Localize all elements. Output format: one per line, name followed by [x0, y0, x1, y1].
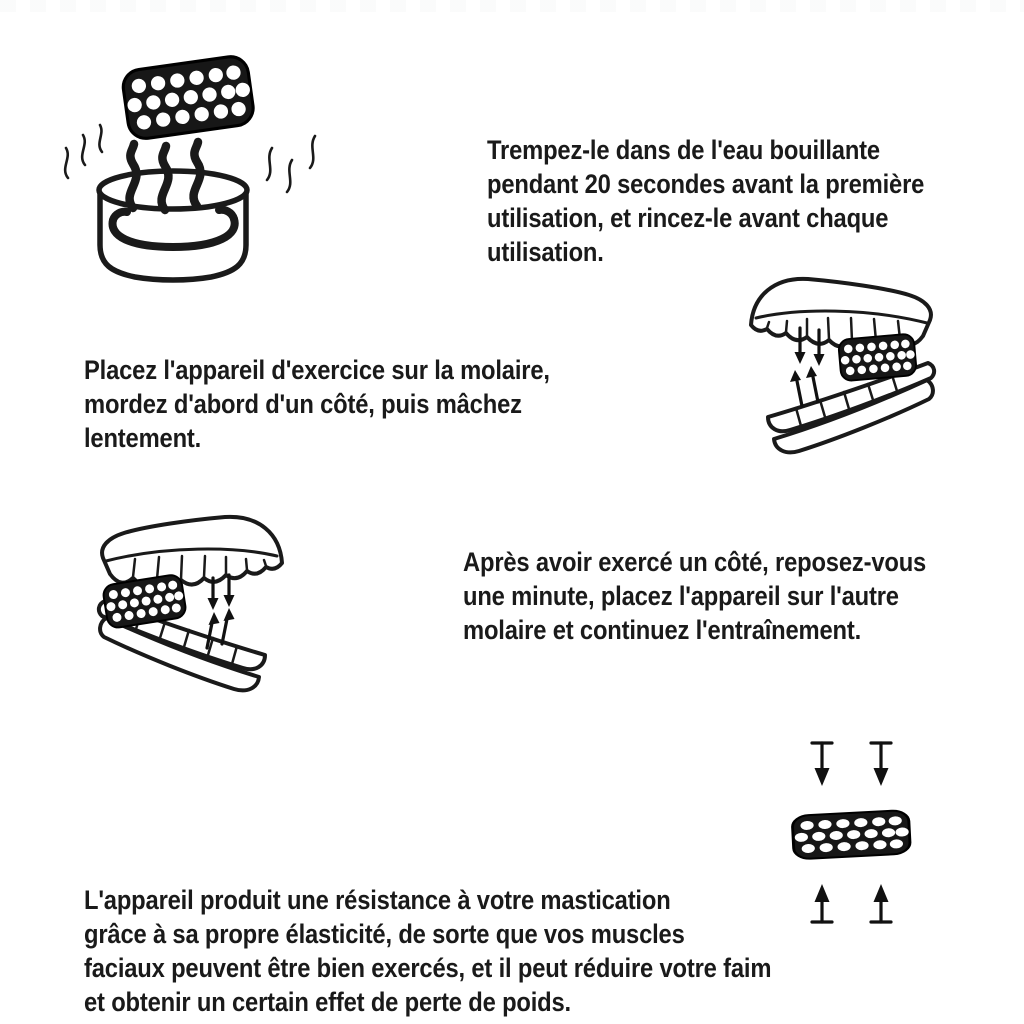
up-arrow-icon	[790, 366, 818, 406]
text-line: et obtenir un certain effet de perte de poids.	[84, 987, 571, 1017]
step-1-text	[487, 133, 924, 269]
up-arrow-icon	[812, 884, 891, 922]
text-line: grâce à sa propre élasticité, de sorte que vos muscles	[84, 919, 685, 949]
text-line: molaire et continuez l'entraînement.	[463, 615, 862, 645]
device-icon	[102, 574, 187, 629]
text-line: pendant 20 secondes avant la première	[487, 169, 925, 199]
device-icon	[838, 333, 917, 381]
cropped-text-artifact	[0, 0, 1024, 12]
steam-lines-thin-left	[65, 125, 102, 178]
open-jaws-biting-device-on-left-icon	[70, 498, 325, 718]
text-line: utilisation, et rincez-le avant chaque	[487, 203, 889, 233]
text-line: utilisation.	[487, 237, 604, 267]
text-line: faciaux peuvent être bien exercés, et il peut réduire votre faim	[84, 953, 772, 983]
device-icon	[792, 810, 911, 860]
device-icon	[121, 54, 255, 140]
text-line: L'appareil produit une résistance à votre mastication	[84, 885, 671, 915]
text-line: mordez d'abord d'un côté, puis mâchez	[84, 389, 522, 419]
step-2-text	[84, 353, 550, 455]
device-over-boiling-pot-icon	[55, 40, 355, 310]
step-3-text	[463, 545, 926, 647]
text-line: une minute, placez l'appareil sur l'autre	[463, 581, 899, 611]
steam-lines-thin-right	[267, 136, 315, 192]
device-compressed-by-arrows-icon	[775, 732, 930, 927]
text-line: Trempez-le dans de l'eau bouillante	[487, 135, 880, 165]
pot-rim	[99, 171, 247, 209]
step-4-text	[84, 883, 771, 1019]
text-line: Placez l'appareil d'exercice sur la molaire,	[84, 355, 550, 385]
down-arrow-icon	[812, 743, 891, 786]
open-jaws-biting-device-on-right-icon	[738, 268, 978, 483]
text-line: Après avoir exercé un côté, reposez-vous	[463, 547, 927, 577]
text-line: lentement.	[84, 423, 202, 453]
